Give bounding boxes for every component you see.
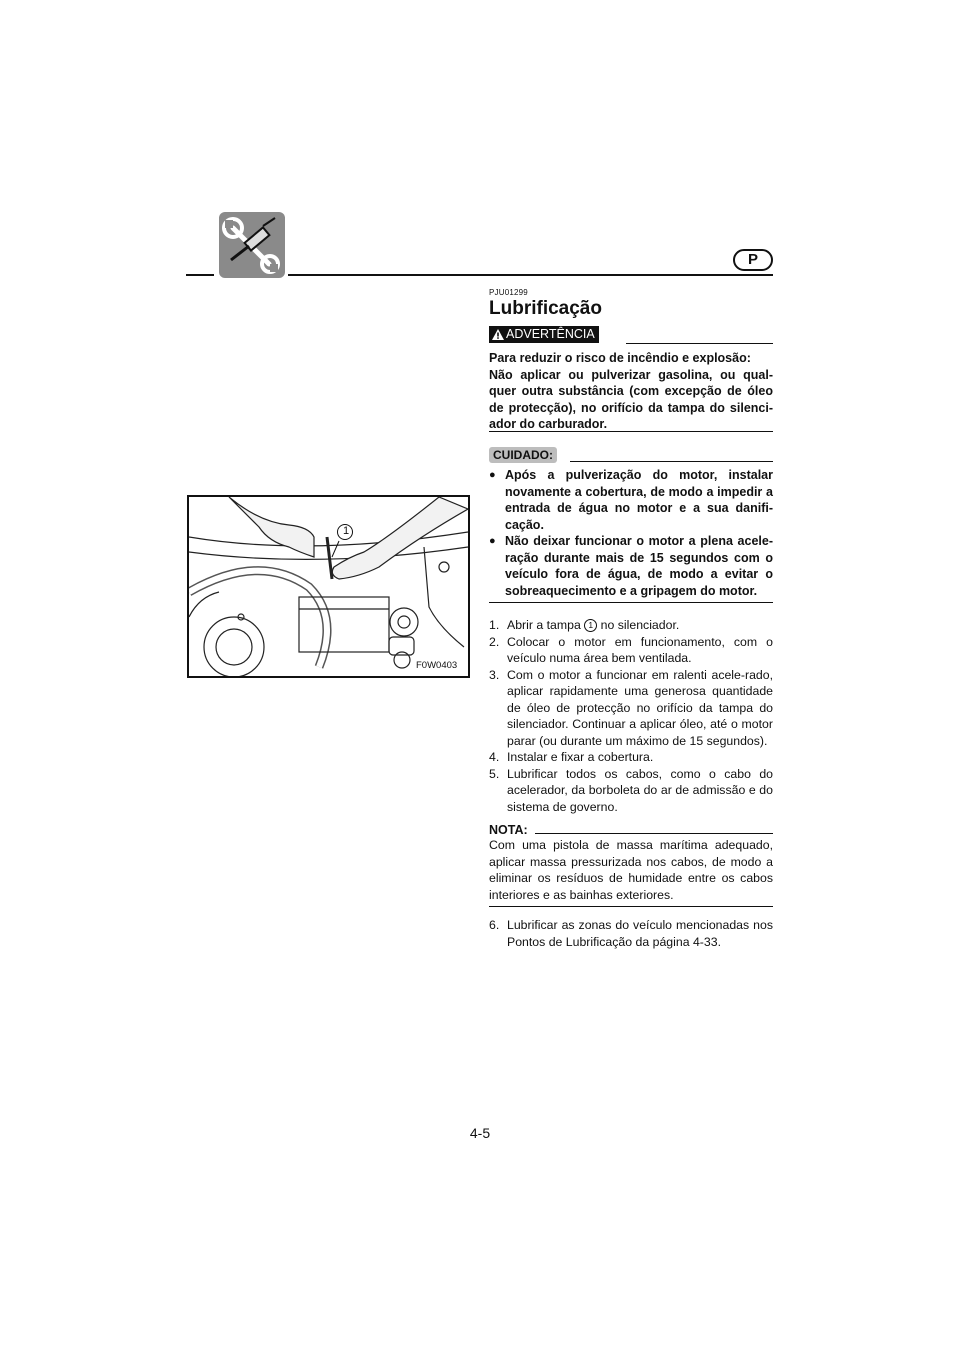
note-label: NOTA: (489, 823, 528, 837)
step-number: 4. (489, 750, 500, 764)
caution-label: CUIDADO: (489, 447, 557, 463)
figure-callout: 1 (342, 525, 350, 537)
caution-item (489, 467, 773, 533)
procedure-steps (489, 617, 773, 815)
note-rule (535, 833, 773, 834)
warning-end-rule (489, 431, 773, 432)
step-text: Com o motor a funcionar em ralenti acele-rado, aplicar rapidamente uma generosa quantidade de óleo de protecção no orifício da tampa do silenciador. Continuar a aplicar óleo, até o motor parar (ou durante um máximo de 15 segundos). (507, 667, 773, 748)
caution-item-text: Não deixar funcionar o motor a plena acele-ração durante mais de 15 segundos com o veículo fora de água, de modo a evitar o sobreaquecimento e a gripagem do motor. (505, 534, 773, 598)
step-item (489, 749, 773, 766)
step-number: 2. (489, 634, 500, 649)
bullet-icon: ● (489, 535, 496, 547)
step-text: Lubrificar todos os cabos, como o cabo do acelerador, da borboleta do ar de admissão e do sistema de governo. (507, 766, 773, 814)
caution-rule (570, 461, 773, 462)
step-text-post: no silenciador. (600, 618, 680, 632)
step-item (489, 634, 773, 667)
warning-line: Para reduzir o risco de incêndio e explosão: (489, 351, 751, 365)
note-text: Com uma pistola de massa marítima adequado, aplicar massa pressurizada nos cabos, de modo a eliminar os resíduos de humidade entre os cabos interiores e as bainhas exteriores. (489, 838, 773, 902)
step-text (507, 617, 773, 634)
warning-text (489, 350, 773, 433)
step-number: 5. (489, 766, 500, 781)
caution-item-text: Após a pulverização do motor, instalar novamente a cobertura, de modo a impedir a entrada de água no motor e a sua danifi-cação. (505, 468, 773, 532)
warning-label-text: ADVERTÊNCIA (506, 327, 595, 341)
page-number: 4-5 (469, 1125, 491, 1141)
callout-ref: 1 (584, 619, 597, 632)
caution-item (489, 533, 773, 599)
step-text: Instalar e fixar a cobertura. (507, 750, 654, 764)
step-item (489, 667, 773, 750)
step-item (489, 766, 773, 816)
section-title: Lubrificação (489, 298, 602, 319)
header-rule-left (186, 274, 214, 276)
bullet-icon: ● (489, 469, 496, 481)
engine-illustration (187, 495, 470, 678)
warning-rule (626, 343, 773, 344)
step-number: 3. (489, 667, 500, 682)
step-number: 6. (489, 918, 500, 932)
step-text: Colocar o motor em funcionamento, com o veículo numa área bem ventilada. (507, 634, 773, 665)
step-item (489, 617, 773, 634)
step-item (489, 917, 773, 950)
language-badge: P (733, 249, 773, 271)
warning-label (489, 326, 599, 343)
tools-icon (219, 212, 285, 278)
header-rule-right (288, 274, 773, 276)
warning-line: Não aplicar ou pulverizar gasolina, ou qual-quer outra substância (com excepção de óleo de protecção), no orifício da tampa do silenci-ador do carburador. (489, 367, 773, 431)
step-text: Lubrificar as zonas do veículo mencionadas nos Pontos de Lubrificação da página 4-33. (507, 918, 773, 949)
step-number: 1. (489, 618, 500, 632)
figure-code: F0W0403 (416, 660, 458, 671)
caution-list (489, 467, 773, 599)
warning-triangle-icon (492, 329, 504, 340)
caution-end-rule (489, 602, 773, 603)
step-text-pre: Abrir a tampa (507, 618, 581, 632)
note-end-rule (489, 906, 773, 907)
engine-drawing (189, 497, 468, 676)
section-code: PJU01299 (489, 288, 528, 297)
